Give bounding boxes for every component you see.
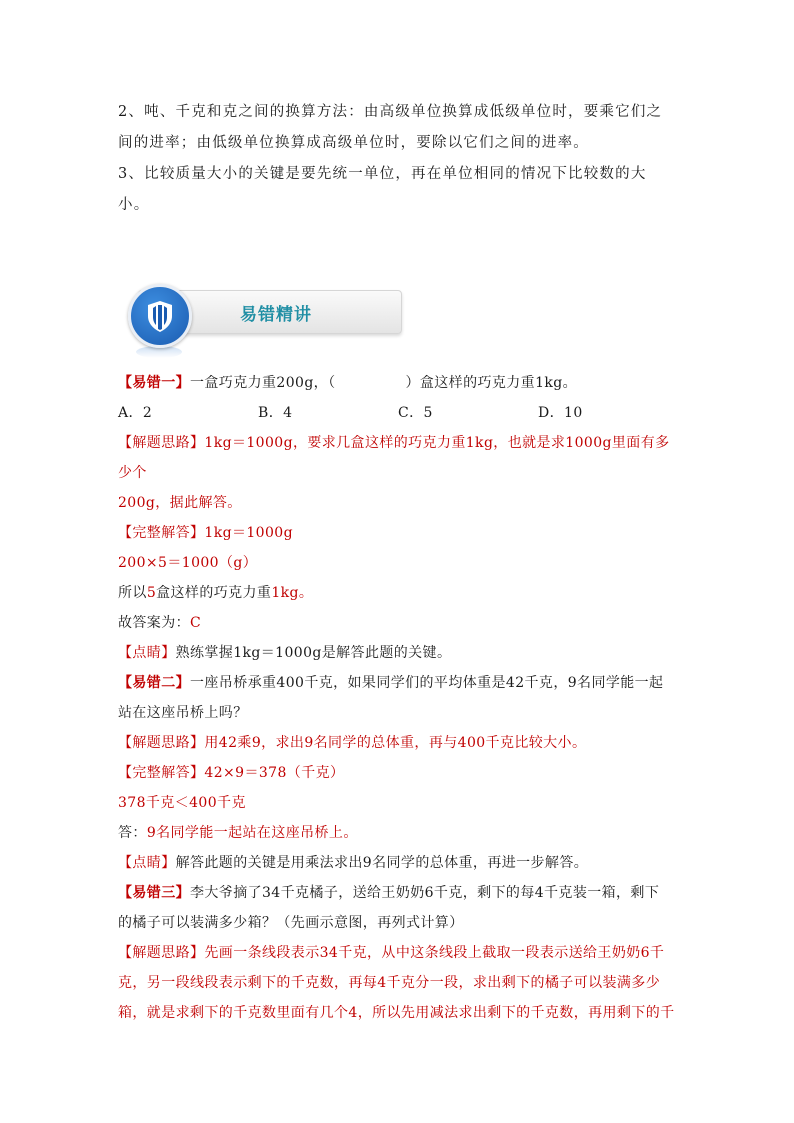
question-1: 【易错一】一盒巧克力重200g，（ ）盒这样的巧克力重1kg。: [118, 375, 578, 391]
question-2-cont: 站在这座吊桥上吗？: [118, 705, 248, 721]
section-banner: [124, 280, 404, 360]
label-tag: 【解题思路】: [118, 435, 205, 451]
solution-idea-cont: 200g，据此解答。: [118, 495, 242, 511]
badge: [128, 284, 192, 348]
banner-title: 易错精讲: [240, 305, 312, 325]
option-c: C．5: [398, 405, 433, 421]
tip-line: 【点睛】熟练掌握1kg＝1000g是解答此题的关键。: [118, 645, 452, 661]
solution-idea-cont: 克，另一段线段表示剩下的千克数，再每4千克分一段，求出剩下的橘子可以装满多少: [118, 975, 661, 991]
intro-line: 2、吨、千克和克之间的换算方法：由高级单位换算成低级单位时，要乘它们之: [118, 104, 663, 120]
label-tag: 【易错二】: [118, 675, 190, 691]
intro-line: 小。: [118, 197, 150, 213]
label-tag: 【点睛】: [118, 645, 176, 661]
shield-icon: [131, 287, 189, 345]
question-2: 【易错二】一座吊桥承重400千克，如果同学们的平均体重是42千克，9名同学能一起: [118, 675, 664, 691]
intro-section: [118, 97, 678, 221]
solution-idea: 【解题思路】用42乘9，求出9名同学的总体重，再与400千克比较大小。: [118, 735, 587, 751]
solution-idea-cont: 箱，就是求剩下的千克数里面有几个4，所以先用减法求出剩下的千克数，再用剩下的千: [118, 1005, 675, 1021]
option-a: A．2: [118, 405, 153, 421]
answer-line: 答：9名同学能一起站在这座吊桥上。: [118, 825, 358, 841]
label-tag: 【完整解答】: [118, 765, 205, 781]
choice-options: [118, 398, 678, 428]
answer-line: 故答案为：C: [118, 615, 202, 631]
solution-idea: 【解题思路】先画一条线段表示34千克，从中这条线段上截取一段表示送给王奶奶6千: [118, 945, 665, 961]
intro-line: 间的进率；由低级单位换算成高级单位时，要除以它们之间的进率。: [118, 135, 589, 151]
question-3-cont: 的橘子可以装满多少箱？（先画示意图，再列式计算）: [118, 915, 464, 931]
label-tag: 【解题思路】: [118, 945, 205, 961]
full-answer: 【完整解答】1kg＝1000g: [118, 525, 293, 541]
option-b: B．4: [258, 405, 293, 421]
label-tag: 【完整解答】: [118, 525, 205, 541]
full-answer: 【完整解答】42×9＝378（千克）: [118, 765, 345, 781]
calc-line: 378千克＜400千克: [118, 795, 246, 811]
mistakes-section: [118, 368, 678, 1028]
option-d: D．10: [538, 405, 583, 421]
label-tag: 【解题思路】: [118, 735, 205, 751]
calc-line: 200×5＝1000（g）: [118, 555, 258, 571]
intro-line: 3、比较质量大小的关键是要先统一单位，再在单位相同的情况下比较数的大: [118, 166, 647, 182]
label-tag: 【点睛】: [118, 855, 176, 871]
solution-idea: 【解题思路】1kg＝1000g，要求几盒这样的巧克力重1kg，也就是求1000g里面有多少个: [118, 435, 670, 481]
tip-line: 【点睛】解答此题的关键是用乘法求出9名同学的总体重，再进一步解答。: [118, 855, 589, 871]
label-tag: 【易错三】: [118, 885, 190, 901]
calc-line: 所以5盒这样的巧克力重1kg。: [118, 585, 314, 601]
question-3: 【易错三】李大爷摘了34千克橘子，送给王奶奶6千克，剩下的每4千克装一箱，剩下: [118, 885, 660, 901]
label-tag: 【易错一】: [118, 375, 190, 391]
